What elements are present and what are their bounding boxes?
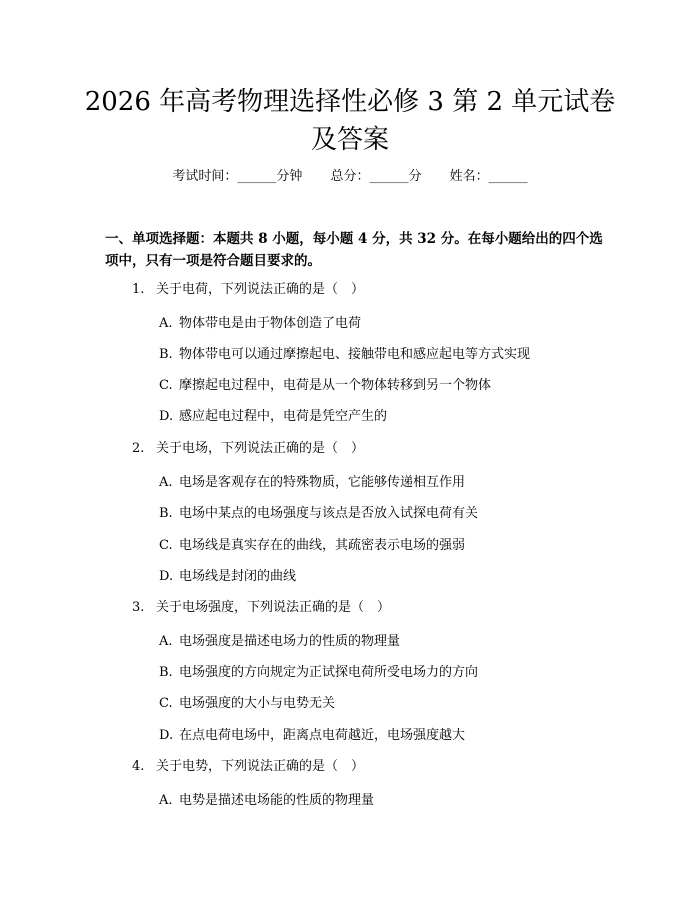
question-text: 关于电场，下列说法正确的是（ ） bbox=[156, 441, 365, 456]
option bbox=[159, 633, 400, 651]
option bbox=[159, 727, 465, 745]
exam-time-unit: 分钟 bbox=[276, 169, 303, 184]
page-title-continued: 及答案 bbox=[310, 125, 389, 155]
option-letter: A. bbox=[159, 634, 173, 649]
option bbox=[159, 346, 530, 364]
exam-time-blank: ______ bbox=[237, 169, 277, 184]
question-text: 关于电势，下列说法正确的是（ ） bbox=[156, 759, 365, 774]
exam-time-label: 考试时间： bbox=[172, 169, 238, 184]
option-letter: A. bbox=[159, 793, 173, 808]
option-text: 电场线是真实存在的曲线，其疏密表示电场的强弱 bbox=[179, 538, 466, 553]
total-score-label: 总分： bbox=[330, 169, 370, 184]
question-number: 1. bbox=[132, 282, 145, 297]
question-stem bbox=[132, 599, 390, 617]
option-text: 物体带电可以通过摩擦起电、接触带电和感应起电等方式实现 bbox=[179, 347, 531, 362]
option bbox=[159, 505, 478, 523]
question-stem bbox=[132, 758, 364, 776]
option-text: 电场强度是描述电场力的性质的物理量 bbox=[179, 634, 401, 649]
option bbox=[159, 695, 335, 713]
option bbox=[159, 408, 387, 426]
total-score-unit: 分 bbox=[408, 169, 422, 184]
total-score bbox=[330, 167, 421, 187]
option-text: 摩擦起电过程中，电荷是从一个物体转移到另一个物体 bbox=[179, 378, 492, 393]
option-letter: B. bbox=[159, 665, 173, 680]
option-text: 电场强度的方向规定为正试探电荷所受电场力的方向 bbox=[179, 665, 479, 680]
question-text: 关于电场强度，下列说法正确的是（ ） bbox=[156, 600, 391, 615]
section-heading: 一、单项选择题：本题共 8 小题，每小题 4 分，共 32 分。在每小题给出的四个选项中，只有一项是符合题目要求的。 bbox=[105, 231, 603, 269]
question-stem bbox=[132, 440, 364, 458]
student-name-label: 姓名： bbox=[449, 169, 489, 184]
question-number: 4. bbox=[132, 759, 145, 774]
student-name bbox=[450, 167, 528, 187]
question-text: 关于电荷，下列说法正确的是（ ） bbox=[156, 282, 365, 297]
option-letter: C. bbox=[159, 538, 173, 553]
option bbox=[159, 377, 491, 395]
question-number: 3. bbox=[132, 600, 145, 615]
option-text: 电场线是封闭的曲线 bbox=[179, 569, 297, 584]
option-letter: D. bbox=[159, 569, 174, 584]
option bbox=[159, 315, 361, 333]
option bbox=[159, 664, 478, 682]
option-letter: B. bbox=[159, 347, 173, 362]
question-stem bbox=[132, 281, 364, 299]
option-text: 感应起电过程中，电荷是凭空产生的 bbox=[179, 409, 388, 424]
option-text: 电场中某点的电场强度与该点是否放入试探电荷有关 bbox=[179, 506, 479, 521]
page-title: 2026 年高考物理选择性必修 3 第 2 单元试卷 bbox=[84, 87, 616, 117]
exam-meta bbox=[0, 167, 700, 187]
option-letter: C. bbox=[159, 696, 173, 711]
total-score-blank: ______ bbox=[369, 169, 409, 184]
student-name-blank: ______ bbox=[488, 169, 528, 184]
option bbox=[159, 792, 374, 810]
option-text: 物体带电是由于物体创造了电荷 bbox=[179, 316, 362, 331]
option bbox=[159, 474, 465, 492]
option bbox=[159, 537, 465, 555]
option-text: 电场强度的大小与电势无关 bbox=[179, 696, 336, 711]
option-letter: A. bbox=[159, 316, 173, 331]
option-letter: A. bbox=[159, 475, 173, 490]
option-text: 电势是描述电场能的性质的物理量 bbox=[179, 793, 375, 808]
option bbox=[159, 568, 296, 586]
exam-time bbox=[172, 167, 302, 187]
option-letter: C. bbox=[159, 378, 173, 393]
option-text: 电场是客观存在的特殊物质，它能够传递相互作用 bbox=[179, 475, 466, 490]
option-letter: D. bbox=[159, 409, 174, 424]
question-number: 2. bbox=[132, 441, 145, 456]
option-text: 在点电荷电场中，距离点电荷越近，电场强度越大 bbox=[179, 728, 466, 743]
option-letter: D. bbox=[159, 728, 174, 743]
option-letter: B. bbox=[159, 506, 173, 521]
